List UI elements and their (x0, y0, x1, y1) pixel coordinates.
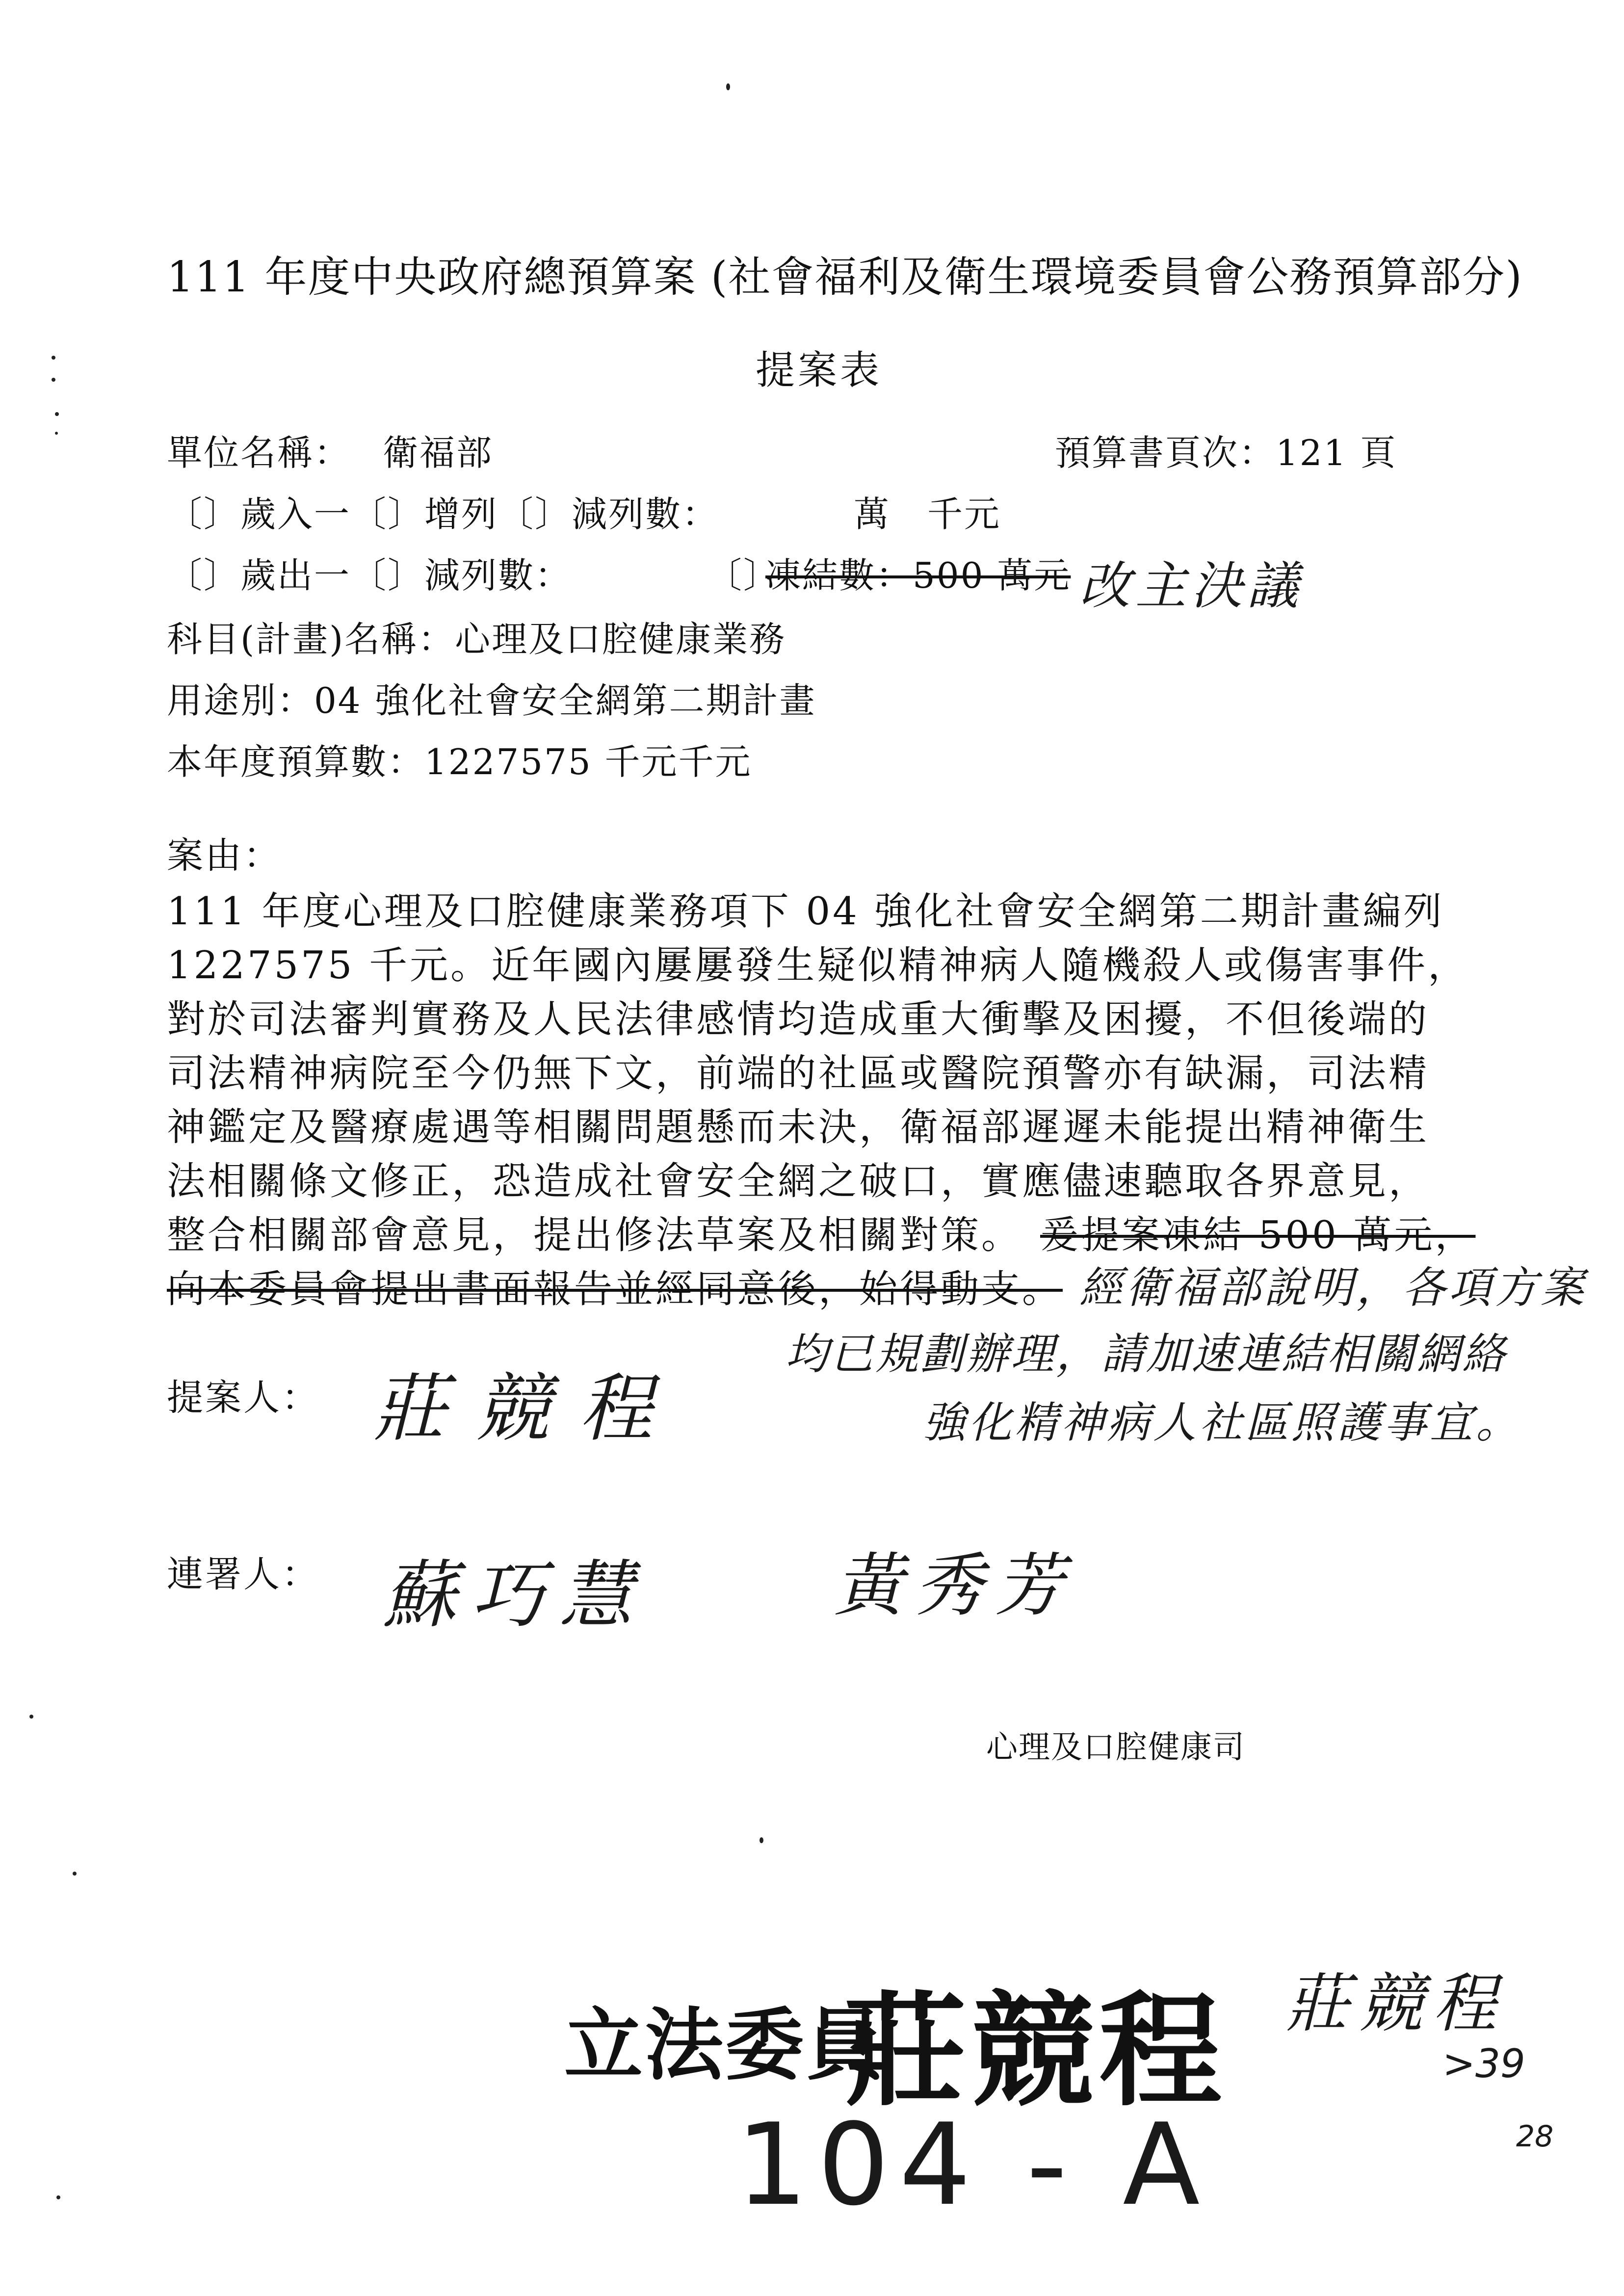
budget-page: 預算書頁次：121 頁 (1055, 432, 1397, 473)
stamp-handwritten-signature: 莊競程 (1285, 1966, 1507, 2041)
cosigner-signature-1: 蘇巧慧 (383, 1553, 648, 1638)
struck-freeze-clause: 爰提案凍結 500 萬元， (1040, 1213, 1476, 1257)
reason-line: 神鑑定及醫療處遇等相關問題懸而未決，衛福部遲遲未能提出精神衛生 (167, 1105, 1430, 1149)
scan-speck (29, 1715, 33, 1719)
handwritten-change-note: 改主決議 (1079, 556, 1304, 616)
scan-speck (52, 356, 55, 360)
revenue-line: 〔〕歲入一〔〕增列〔〕減列數： (167, 494, 719, 535)
scan-speck (73, 1872, 77, 1876)
scan-speck (760, 1837, 763, 1843)
reason-line: 法相關條文修正，恐造成社會安全網之破口，實應儘速聽取各界意見， (167, 1159, 1430, 1203)
usage-field: 用途別：04 強化社會安全網第二期計畫 (167, 680, 816, 721)
scan-speck (52, 378, 55, 382)
department-name: 心理及口腔健康司 (986, 1729, 1245, 1766)
unit-value: 衛福部 (383, 432, 494, 473)
cosigner-label: 連署人： (167, 1553, 320, 1595)
reason-line: 111 年度心理及口腔健康業務項下 04 強化社會安全網第二期計畫編列 (167, 889, 1444, 934)
reason-line: 整合相關部會意見，提出修法草案及相關對策。 (167, 1213, 1022, 1257)
expense-line: 〔〕歲出一〔〕減列數： (167, 555, 572, 596)
handwritten-number-small: 28 (1516, 2119, 1554, 2154)
page-code: 104 - A (736, 2100, 1210, 2231)
revenue-amount-units: 萬 千元 (854, 494, 1001, 535)
reason-line: 1227575 千元。近年國內屢屢發生疑似精神病人隨機殺人或傷害事件， (167, 943, 1469, 988)
struck-report-clause: 向本委員會提出書面報告並經同意後，始得動支。 (167, 1267, 1063, 1311)
unit-label: 單位名稱： (167, 432, 351, 473)
form-name: 提案表 (756, 347, 882, 393)
reason-line: 對於司法審判實務及人民法律感情均造成重大衝擊及困擾，不但後端的 (167, 997, 1430, 1042)
scan-speck (726, 83, 730, 90)
subject-field: 科目(計畫)名稱：心理及口腔健康業務 (167, 619, 786, 660)
reason-label: 案由： (167, 835, 282, 877)
stamp-name: 莊競程 (844, 1979, 1227, 2123)
budget-amount-field: 本年度預算數：1227575 千元千元 (167, 741, 752, 783)
document-title: 111 年度中央政府總預算案 (社會福利及衛生環境委員會公務預算部分) (167, 253, 1523, 302)
handwritten-amendment-line: 強化精神病人社區照護事宜。 (922, 1397, 1522, 1448)
handwritten-amendment-line: 經衛福部說明，各項方案 (1079, 1262, 1587, 1313)
scan-speck (55, 412, 59, 416)
freeze-bracket: 〔〕 (707, 555, 781, 596)
stamp-title: 立法委員 (564, 1999, 887, 2091)
scan-speck (55, 432, 58, 435)
proposer-signature: 莊競程 (373, 1366, 682, 1452)
cosigner-signature-2: 黃秀芳 (834, 1546, 1076, 1626)
reason-line: 司法精神病院至今仍無下文，前端的社區或醫院預警亦有缺漏，司法精 (167, 1051, 1430, 1096)
proposer-label: 提案人： (167, 1377, 320, 1419)
scan-speck (56, 2195, 60, 2199)
handwritten-number: >39 (1442, 2041, 1525, 2087)
freeze-amount-struck: 凍結數：500 萬元 (765, 555, 1071, 596)
handwritten-amendment-line: 均已規劃辦理，請加速連結相關網絡 (785, 1329, 1508, 1379)
